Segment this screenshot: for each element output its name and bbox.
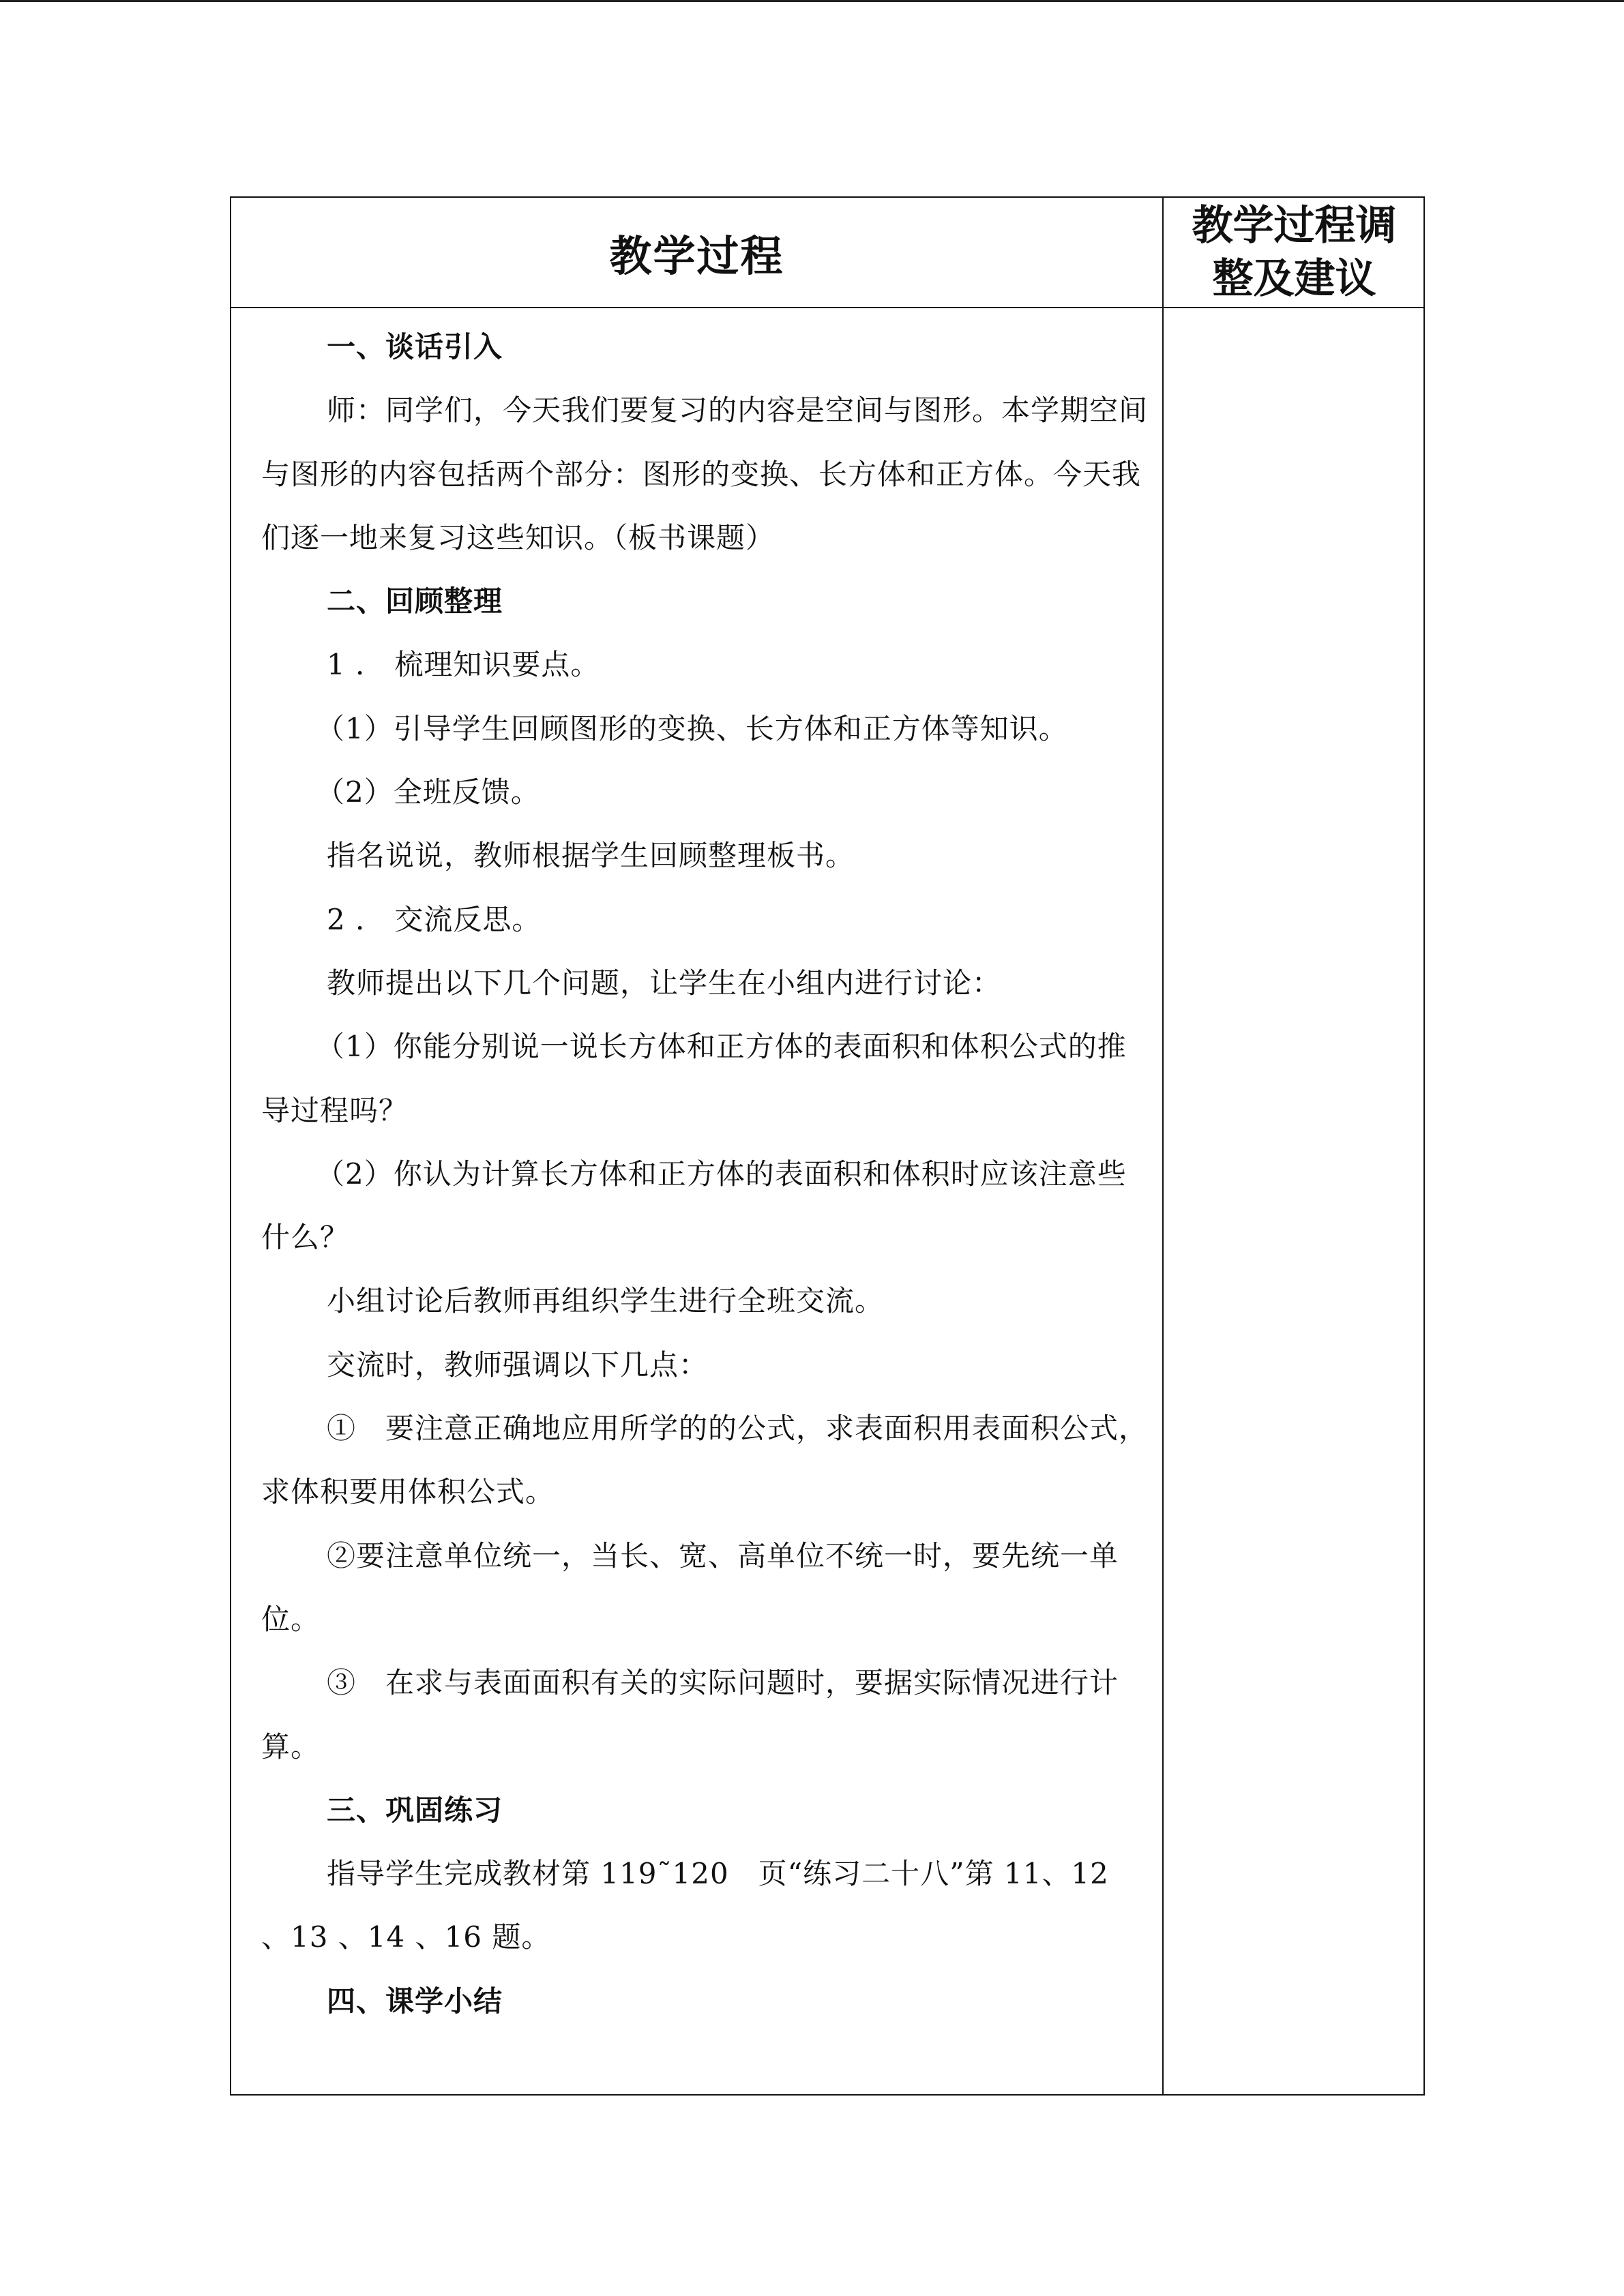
section-title-summary: 四、课学小结 — [327, 1984, 503, 2018]
lesson-table — [230, 196, 1425, 2096]
paragraph-practice: 指导学生完成教材第 119˜120 页“练习二十八”第 11、12 、13 、14 、16 题。 — [261, 1857, 1109, 1954]
question-calculation-notes: （2）你认为计算长方体和正方体的表面积和体积时应该注意些什么？ — [261, 1157, 1127, 1255]
paragraph-board-note: 指名说说，教师根据学生回顾整理板书。 — [327, 839, 855, 873]
paragraph-class-exchange: 小组讨论后教师再组织学生进行全班交流。 — [327, 1284, 885, 1318]
top-border-line — [0, 0, 1624, 2]
list-item-knowledge-points: 1 ． 梳理知识要点。 — [327, 648, 600, 682]
section-title-practice: 三、巩固练习 — [327, 1793, 503, 1827]
header-adjustment-suggestions: 教学过程调整及建议 — [1192, 202, 1397, 303]
point-practical-problems: ③ 在求与表面面积有关的实际问题时，要据实际情况进行计算。 — [261, 1666, 1119, 1763]
column-divider — [1162, 198, 1164, 2094]
paragraph-intro: 师：同学们，今天我们要复习的内容是空间与图形。本学期空间与图形的内容包括两个部分：图形的变换、长方体和正方体。今天我们逐一地来复习这些知识。（板书课题） — [261, 393, 1149, 554]
teaching-process-content — [261, 315, 1148, 2033]
table-header-row — [231, 198, 1423, 308]
paragraph-emphasis-intro: 交流时，教师强调以下几点： — [327, 1347, 709, 1382]
header-teaching-process: 教学过程 — [609, 230, 784, 281]
list-item-reflection: 2 ． 交流反思。 — [327, 902, 542, 936]
question-formula-derivation: （1）你能分别说一说长方体和正方体的表面积和体积公式的推导过程吗？ — [261, 1030, 1127, 1127]
section-title-review: 二、回顾整理 — [327, 584, 503, 618]
section-title-intro: 一、谈话引入 — [327, 330, 503, 363]
point-unit-consistency: ②要注意单位统一，当长、宽、高单位不统一时，要先统一单位。 — [261, 1538, 1119, 1636]
paragraph-discussion-intro: 教师提出以下几个问题，让学生在小组内进行讨论： — [327, 966, 1002, 1000]
list-subitem-class-feedback: （2）全班反馈。 — [316, 775, 540, 809]
list-subitem-guide-review: （1）引导学生回顾图形的变换、长方体和正方体等知识。 — [316, 711, 1068, 745]
point-formula-usage: ① 要注意正确地应用所学的的公式，求表面积用表面积公式，求体积要用体积公式。 — [261, 1412, 1149, 1509]
